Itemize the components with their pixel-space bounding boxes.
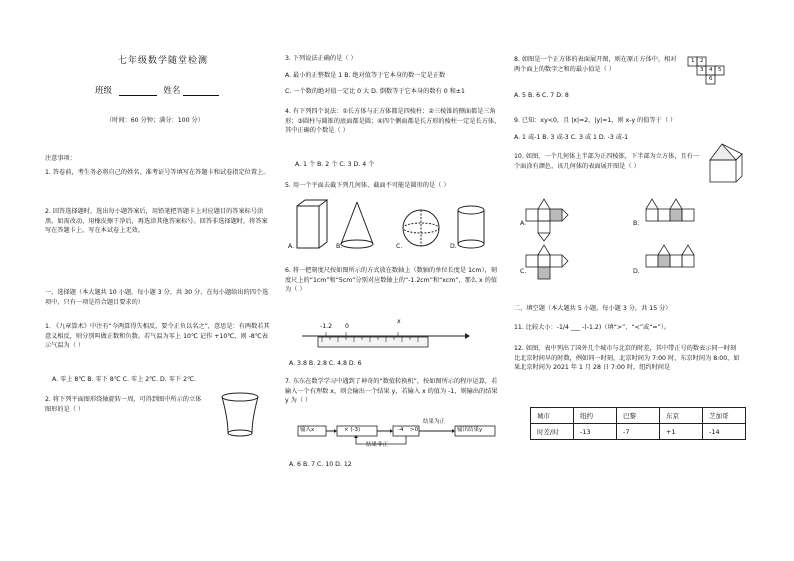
net-cell-4: 4	[709, 67, 713, 73]
q8-stem: 8. 如图是一个正方体的表面展开图，则在原正方体中，相对两个面上的数字之和的最小值是（ ）	[514, 56, 677, 73]
q6-options: A. 3.8 B. 2.8 C. 4.8 D. 6	[289, 360, 362, 367]
axis-label-zero: 0	[345, 323, 349, 330]
net-option-c	[526, 245, 568, 279]
flow-op2: -4	[398, 427, 404, 433]
axis-label-x: x	[397, 318, 401, 325]
q7-flowchart	[296, 418, 496, 450]
q5-label-d: D.	[450, 243, 457, 250]
table-cell: 东京	[660, 408, 703, 424]
flow-no: 结果非正	[366, 442, 389, 448]
note-1: 1. 答卷前，考生务必将自己的姓名、准考证号等填写在答题卡和试卷指定位置上。	[45, 169, 270, 176]
table-cell: 纽约	[574, 408, 617, 424]
cylinder-icon	[458, 206, 484, 248]
table-row	[531, 408, 746, 424]
q3-options-ab: A. 最小的正整数是 1 B. 绝对值等于它本身的数一定是正数	[285, 72, 446, 79]
q8-options: A. 5 B. 6 C. 7 D. 8	[514, 92, 569, 99]
axis-label-neg: -1.2	[320, 323, 333, 330]
q5-label-b: B.	[336, 243, 343, 250]
q2-stem: 2. 将下列平面图形绕轴旋转一周，可得到图中所示的立体图形的是（ ）	[45, 396, 202, 413]
q7-options: A. 6 B. 7 C. 10 D. 12	[289, 461, 352, 468]
timezone-table	[530, 407, 746, 440]
flow-op1: × (-3)	[344, 427, 361, 433]
notes-heading: 注意事项：	[45, 155, 76, 162]
house-solid-figure	[706, 140, 746, 186]
q7-stem: 7. 东东在数学学习中遇到了神奇的“数值转换机”，按如图所示的程序运算，若输入一个有理数 x，则会输出一个结果 y，若输入 x 的值为 -1，则输出的结果 y 为（ ）	[285, 378, 498, 405]
q1-stem: 1. 《九章算术》中注有“今两算得失相反，要令正负以名之”，意思是：有两数若其意义相反，则分别叫做正数和负数。若气温为零上 10℃ 记作 +10℃，则 -8℃表示气温为（ ）	[45, 323, 270, 350]
q10-stem: 10. 如图，一个几何体上半部为正四棱锥，下半部为立方体，且有一个面涂有颜色，该几何体的表面展开图是（ ）	[514, 153, 700, 170]
table-cell: +1	[660, 424, 703, 440]
time-info: （时间：60 分钟；满分：100 分）	[106, 117, 204, 124]
q5-solids	[285, 198, 505, 256]
q5-stem: 5. 用一个平面去截下列几何体，截面不可能是圆形的是（ ）	[285, 182, 450, 189]
net-cell-5: 5	[718, 67, 722, 73]
q11-stem: 11. 比较大小：-1/4 ___ -(-1.2)（填“>”、“<”或“=”）。	[514, 324, 671, 331]
name-blank	[183, 87, 219, 96]
flow-output: 输出结果y	[457, 427, 483, 433]
table-cell: 时差/时	[531, 424, 574, 440]
page-title: 七年级数学随堂检测	[118, 56, 209, 66]
q10-label-b: B.	[633, 220, 640, 227]
cup-solid-figure	[218, 389, 263, 444]
table-cell: -14	[703, 424, 746, 440]
section1-heading: 一、选择题（本大题共 10 小题，每小题 3 分，共 30 分，在每小题给出的四个选项中，只有一项是符合题目要求的）	[45, 289, 269, 306]
q10-label-d: D.	[633, 268, 640, 275]
table-cell: -7	[617, 424, 660, 440]
flow-yes: 结果为正	[423, 419, 446, 425]
cone-icon	[341, 202, 373, 248]
name-label: 姓名	[163, 86, 181, 96]
class-name-line	[95, 84, 219, 96]
q10-nets	[518, 195, 718, 290]
table-row	[531, 424, 746, 440]
q10-label-a: A.	[520, 220, 527, 227]
cuboid-icon	[297, 200, 327, 248]
q9-stem: 9. 已知：xy<0，且 |x|=2，|y|=1，则 x-y 的值等于（ ）	[514, 117, 677, 124]
table-cell: 巴黎	[617, 408, 660, 424]
section2-heading: 二、填空题（本大题共 5 小题，每小题 3 分，共 15 分）	[514, 305, 672, 312]
class-blank	[119, 87, 157, 96]
class-label: 班级	[95, 86, 113, 96]
q10-label-c: C.	[520, 268, 527, 275]
q3-stem: 3. 下列说法正确的是（ ）	[285, 55, 357, 62]
table-cell: 芝加哥	[703, 408, 746, 424]
net-cell-3: 3	[700, 67, 704, 73]
net-option-d	[646, 245, 694, 267]
net-cell-1: 1	[691, 58, 695, 64]
q6-stem: 6. 将一把刻度尺按如图所示的方式放在数轴上（数轴的单位长度是 1cm），刻度尺上的“1cm”和“5cm”分别对应数轴上的“-1.2cm”和“xcm”，那么 x 的值为（ ）	[285, 267, 498, 294]
flow-judge: >0	[410, 427, 419, 433]
net-cell-2: 2	[700, 58, 704, 64]
net-cell-6: 6	[709, 76, 713, 82]
net-option-b	[646, 199, 694, 221]
net-option-a	[526, 199, 568, 241]
q5-label-a: A.	[288, 243, 295, 250]
q3-options-cd: C. 一个数的绝对值一定比 0 大 D. 倒数等于它本身的数有 0 和±1	[285, 88, 465, 95]
table-cell: 城市	[531, 408, 574, 424]
flow-input: 输入x	[300, 427, 315, 433]
q9-options: A. 1 或-1 B. 3 或-3 C. 3 或 1 D. -3 或-1	[514, 134, 629, 141]
sphere-icon	[403, 210, 439, 246]
q5-label-c: C.	[396, 243, 403, 250]
q4-stem: 4. 有下列四个说法：①长方体与正方体都是四棱柱；②三棱锥的侧面都是三角形；③圆柱与圆锥的底面都是圆；④四个侧面都是长方形的棱柱一定是长方体，其中正确的个数是（ ）	[285, 108, 501, 135]
q1-options: A. 零上 8℃ B. 零下 8℃ C. 零上 2℃. D. 零下 2℃.	[52, 376, 196, 383]
q4-options: A. 1 个 B. 2 个 C. 3 D. 4 个	[295, 161, 375, 168]
note-2: 2. 回答选择题时，选出每小题答案后，用铅笔把答题卡上对应题目的答案标号涂黑。如需改动，用橡皮擦干净后，再选涂其他答案标号。回答非选择题时，将答案写在答题卡上。写在本试卷上无效。	[45, 208, 268, 235]
q12-stem: 12. 如图，表中列出了国外几个城市与北京的时差，其中带正号的数表示同一时刻比北京时间早的时数，例如同一时刻，北京时间为 7:00 时，东京时间为 8:00，如果北京时间为 2021 年 1 月 28 日 7:00 时，纽约时间是	[514, 345, 740, 372]
table-cell: -13	[574, 424, 617, 440]
